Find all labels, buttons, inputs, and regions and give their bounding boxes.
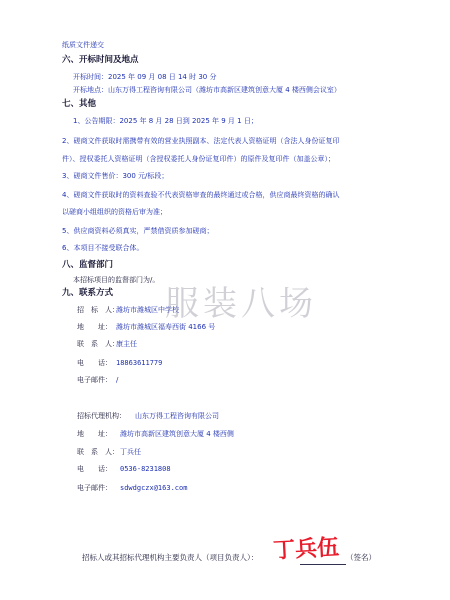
bid-opening-place-value: 山东万得工程咨询有限公司（潍坊市高新区建筑创意大厦 4 楼西侧会议室） <box>108 86 341 94</box>
email-label: 电子邮件： <box>77 376 112 384</box>
signature-underline <box>300 564 346 565</box>
other-item-5: 5、供应商资料必须真实，严禁借资质参加磋商； <box>62 227 214 235</box>
agency-contact-value: 丁兵任 <box>120 448 141 456</box>
agency-phone-value: 0536-8231808 <box>120 465 171 473</box>
agency-value: 山东万得工程咨询有限公司 <box>135 412 219 420</box>
bidder-value: 潍坊市潍城区中学校 <box>116 306 179 314</box>
top-link[interactable]: 纸质文件递交 <box>62 41 104 49</box>
agency-label: 招标代理机构： <box>77 412 126 420</box>
agency-email-value[interactable]: sdwdgczx@163.com <box>120 484 188 492</box>
other-item-4-line-2: 以磋商小组组织的资格后审为准； <box>62 208 167 216</box>
signature-suffix: （签名） <box>346 553 376 562</box>
bid-opening-time-label: 开标时间： <box>73 73 108 81</box>
agency-contact-label: 联 系 人： <box>77 448 119 456</box>
bid-opening-time <box>73 73 216 82</box>
contact-value: 康主任 <box>116 340 137 348</box>
phone-value: 18863611779 <box>116 359 163 367</box>
agency-address-value: 潍坊市高新区建筑创意大厦 4 楼西侧 <box>120 430 234 438</box>
contact-label: 联 系 人： <box>77 340 119 348</box>
address-label: 地 址： <box>77 323 112 331</box>
email-value: / <box>116 376 119 384</box>
bid-opening-place <box>73 86 341 95</box>
heading-section-8: 八、监督部门 <box>62 260 114 270</box>
other-item-1: 1、公告期限：2025 年 8 月 28 日到 2025 年 9 月 1 日； <box>73 117 258 125</box>
agency-email-label: 电子邮件： <box>77 484 112 492</box>
bidder-label: 招 标 人： <box>77 306 119 314</box>
other-item-4-line-1: 4、磋商文件获取时的资料查验不代表资格审查的最终通过或合格，供应商最终资格的确认 <box>62 191 340 199</box>
other-item-2-line-2: 件）、授权委托人资格证明（含授权委托人身份证复印件）的原件及复印件（加盖公章）； <box>62 155 335 163</box>
signature-line-label: 招标人或其招标代理机构主要负责人（项目负责人）： <box>82 553 259 562</box>
heading-section-7: 七、其他 <box>62 99 97 109</box>
phone-label: 电 话： <box>77 359 112 367</box>
bid-opening-time-value: 2025 年 09 月 08 日 14 时 30 分 <box>108 73 217 81</box>
heading-section-6: 六、开标时间及地点 <box>62 55 139 65</box>
other-item-2-line-1: 2、磋商文件获取时需携带有效的营业执照副本、法定代表人资格证明（含法人身份证复印 <box>62 137 340 145</box>
other-item-3: 3、磋商文件售价：300 元/标段； <box>62 172 169 180</box>
agency-address-label: 地 址： <box>77 430 112 438</box>
watermark: 服装八场 <box>165 284 317 324</box>
address-value: 潍坊市潍城区福寿西街 4166 号 <box>116 323 216 331</box>
supervision-text: 本招标项目的监督部门为/。 <box>73 276 160 284</box>
heading-section-9: 九、联系方式 <box>62 288 114 298</box>
bid-opening-place-label: 开标地点： <box>73 86 108 94</box>
agency-phone-label: 电 话： <box>77 465 112 473</box>
other-item-6: 6、本项目不接受联合体。 <box>62 244 144 252</box>
handwritten-signature: 丁兵伍 <box>272 534 340 564</box>
